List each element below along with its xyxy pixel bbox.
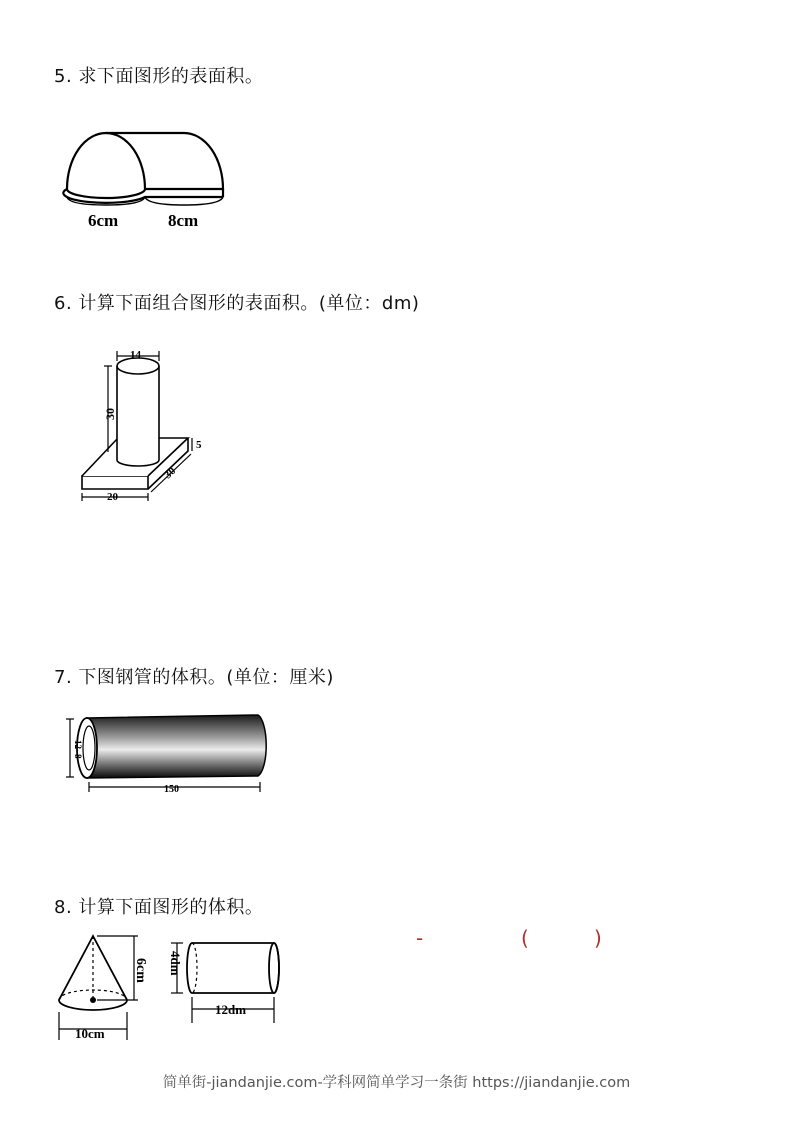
question-5-title: 5. 求下面图形的表面积。 xyxy=(54,66,264,87)
pipe-outer-diameter-label: 12 xyxy=(73,740,83,749)
cone-height-label: 6cm xyxy=(133,958,148,983)
pipe-inner-diameter-label: 8 xyxy=(73,754,83,759)
half-cylinder-figure xyxy=(60,125,235,235)
combo-base-width-label: 20 xyxy=(107,491,118,503)
half-cylinder-diameter-label: 6cm xyxy=(88,211,119,230)
combo-cylinder-diameter-label: 14 xyxy=(130,349,141,361)
cone-figure xyxy=(55,930,160,1050)
page-footer: 简单街-jiandanjie.com-学科网简单学习一条街 https://jiandanjie.com xyxy=(162,1075,631,1091)
cylinder-diameter-label: 4dm xyxy=(168,951,183,976)
stray-paren-close: ) xyxy=(594,926,602,950)
combo-cylinder-height-label: 30 xyxy=(103,408,117,420)
question-8-title: 8. 计算下面图形的体积。 xyxy=(54,897,264,918)
cone-diameter-label: 10cm xyxy=(75,1026,105,1041)
steel-pipe-figure xyxy=(60,710,275,800)
pipe-length-label: 150 xyxy=(164,784,179,795)
combo-base-height-label: 5 xyxy=(196,439,202,451)
stray-paren-open: ( xyxy=(521,926,529,950)
combo-base-depth-label: 30 xyxy=(161,464,179,482)
question-6-title: 6. 计算下面组合图形的表面积。(单位：dm) xyxy=(54,293,420,314)
cylinder-length-label: 12dm xyxy=(215,1002,247,1017)
cylinder-figure xyxy=(165,935,285,1027)
question-7-title: 7. 下图钢管的体积。(单位：厘米) xyxy=(54,667,334,688)
half-cylinder-length-label: 8cm xyxy=(168,211,199,230)
combo-figure xyxy=(78,346,218,506)
stray-dash: - xyxy=(416,926,424,950)
